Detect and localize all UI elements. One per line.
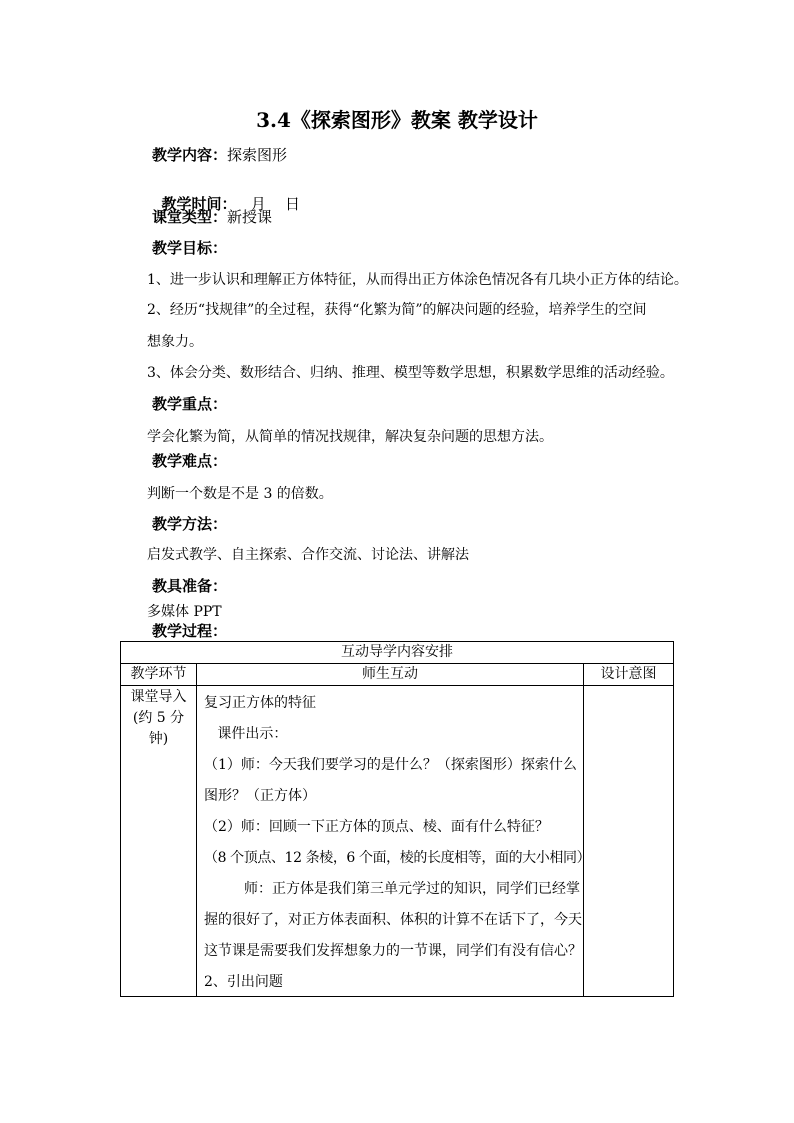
goal-item: 想象力。 [147,334,203,350]
stage-line: 钟) [148,731,169,747]
teaching-time-label: 教学时间： [161,195,237,213]
interaction-line: 2、引出问题 [204,974,283,990]
stage-cell [121,686,197,997]
process-heading: 教学过程： [152,622,228,640]
class-type [152,206,272,227]
goal-item: 1、进一步认识和理解正方体特征，从而得出正方体涂色情况各有几块小正方体的结论。 [147,272,688,288]
methods-heading: 教学方法： [152,515,228,533]
teaching-content-value: 探索图形 [227,146,288,164]
key-points-text: 学会化繁为简，从简单的情况找规律，解决复杂问题的思想方法。 [147,429,553,445]
header-stage: 教学环节 [121,664,197,686]
class-type-label: 课堂类型： [152,208,228,226]
class-type-value: 新授课 [227,208,273,226]
teaching-content-label: 教学内容： [152,146,228,164]
teaching-time-value: 月 日 [236,195,300,213]
teaching-content [152,144,287,165]
key-points-heading: 教学重点： [152,395,228,413]
interaction-line: （2）师：回顾一下正方体的顶点、棱、面有什么特征？ [204,819,549,835]
stage-line: (约 5 分 [132,710,185,726]
methods-text: 启发式教学、自主探索、合作交流、讨论法、讲解法 [147,547,469,563]
goal-item: 2、经历“找规律”的全过程，获得“化繁为简”的解决问题的经验，培养学生的空间 [147,302,647,318]
table-caption: 互动导学内容安排 [121,642,674,664]
stage-line: 课堂导入 [130,689,187,705]
goals-heading: 教学目标： [152,239,228,257]
interaction-line: （1）师：今天我们要学习的是什么？（探索图形）探索什么 [204,757,577,773]
interaction-line: 复习正方体的特征 [204,695,316,711]
interaction-line: 图形？（正方体） [204,788,316,804]
interaction-line: 师：正方体是我们第三单元学过的知识，同学们已经掌 [204,881,581,897]
tools-heading: 教具准备： [152,577,228,595]
design-intent-cell [584,686,674,997]
document-title: 3.4《探索图形》教案 教学设计 [256,108,538,132]
interaction-cell [197,686,591,997]
tools-text: 多媒体 PPT [147,604,222,620]
difficulty-text: 判断一个数是不是 3 的倍数。 [147,486,333,502]
goal-item: 3、体会分类、数形结合、归纳、推理、模型等数学思想，积累数学思维的活动经验。 [147,365,674,381]
difficulty-heading: 教学难点： [152,452,228,470]
header-design-intent: 设计意图 [584,664,674,686]
interaction-line: 这节课是需要我们发挥想象力的一节课，同学们有没有信心？ [204,943,582,959]
teaching-plan-table [120,641,674,997]
interaction-line: （8 个顶点、12 条棱，6 个面，棱的长度相等，面的大小相同） [204,850,591,866]
interaction-line: 课件出示： [204,726,288,742]
interaction-line: 握的很好了，对正方体表面积、体积的计算不在话下了，今天 [204,912,582,928]
header-interaction: 师生互动 [197,664,584,686]
